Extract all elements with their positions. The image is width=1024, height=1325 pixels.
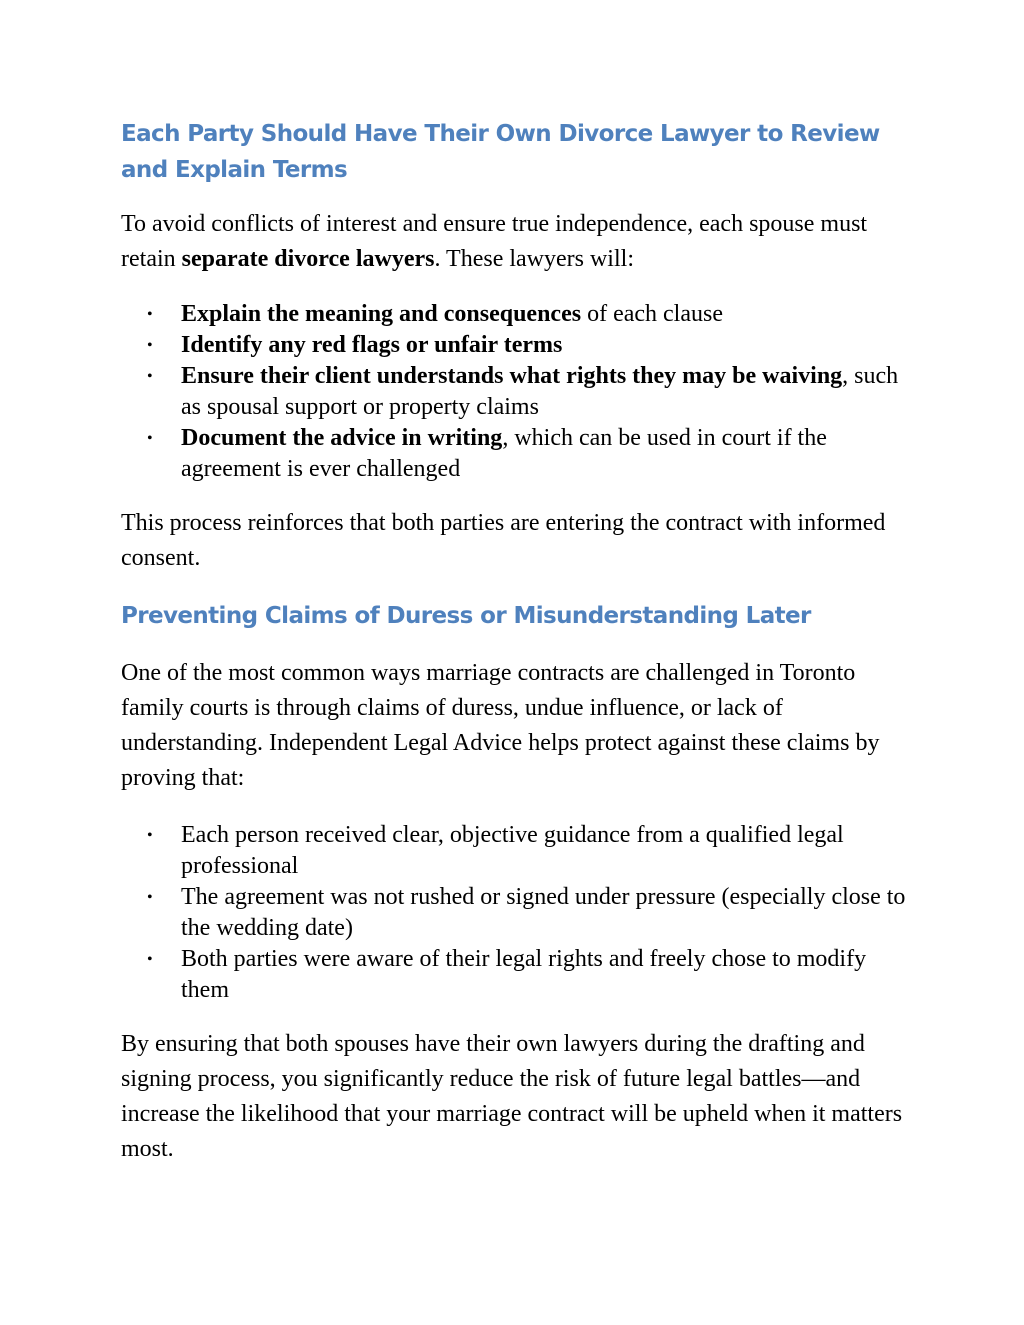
paragraph-closing-duress: By ensuring that both spouses have their own lawyers during the drafting and signing process, you significantly reduce the risk of future legal battles—and increase the likelihood that your marriage contract will be upheld when it matters most.: [121, 1031, 903, 1162]
paragraph-intro-duress: One of the most common ways marriage contracts are challenged in Toronto family courts is through claims of duress, undue influence, or lack of understanding. Independent Legal Advice helps protect against these claims by proving that:: [121, 660, 880, 791]
bullet-icon: •: [147, 368, 153, 385]
list-item: • Identify any red flags or unfair terms: [181, 330, 911, 361]
paragraph-closing-lawyers: This process reinforces that both parties are entering the contract with informed consent.: [121, 510, 886, 571]
section-heading-lawyers: Each Party Should Have Their Own Divorce Lawyer to Review and Explain Terms: [121, 121, 880, 183]
bullet-icon: •: [147, 951, 153, 968]
bullet-icon: •: [147, 337, 153, 354]
bullet-icon: •: [147, 827, 153, 844]
bullet-icon: •: [147, 430, 153, 447]
document-page: [121, 116, 911, 1167]
paragraph-intro-lawyers: To avoid conflicts of interest and ensure true independence, each spouse must retain separate divorce lawyers. These lawyers will:: [121, 211, 868, 272]
bullet-icon: •: [147, 889, 153, 906]
section-heading-duress: Preventing Claims of Duress or Misunderstanding Later: [121, 603, 811, 629]
list-item: • Ensure their client understands what rights they may be waiving, such as spousal support or property claims: [147, 363, 899, 420]
bullet-icon: •: [147, 306, 153, 323]
lawyer-duties-list: [121, 299, 911, 485]
list-item: • Explain the meaning and consequences of each clause: [181, 299, 911, 330]
list-item: • Both parties were aware of their legal rights and freely chose to modify them: [147, 946, 867, 1003]
list-item: • The agreement was not rushed or signed under pressure (especially close to the wedding date): [147, 884, 906, 941]
proof-points-list: [121, 820, 911, 1006]
list-item: • Document the advice in writing, which can be used in court if the agreement is ever challenged: [147, 425, 827, 482]
list-item: • Each person received clear, objective guidance from a qualified legal professional: [147, 822, 844, 879]
